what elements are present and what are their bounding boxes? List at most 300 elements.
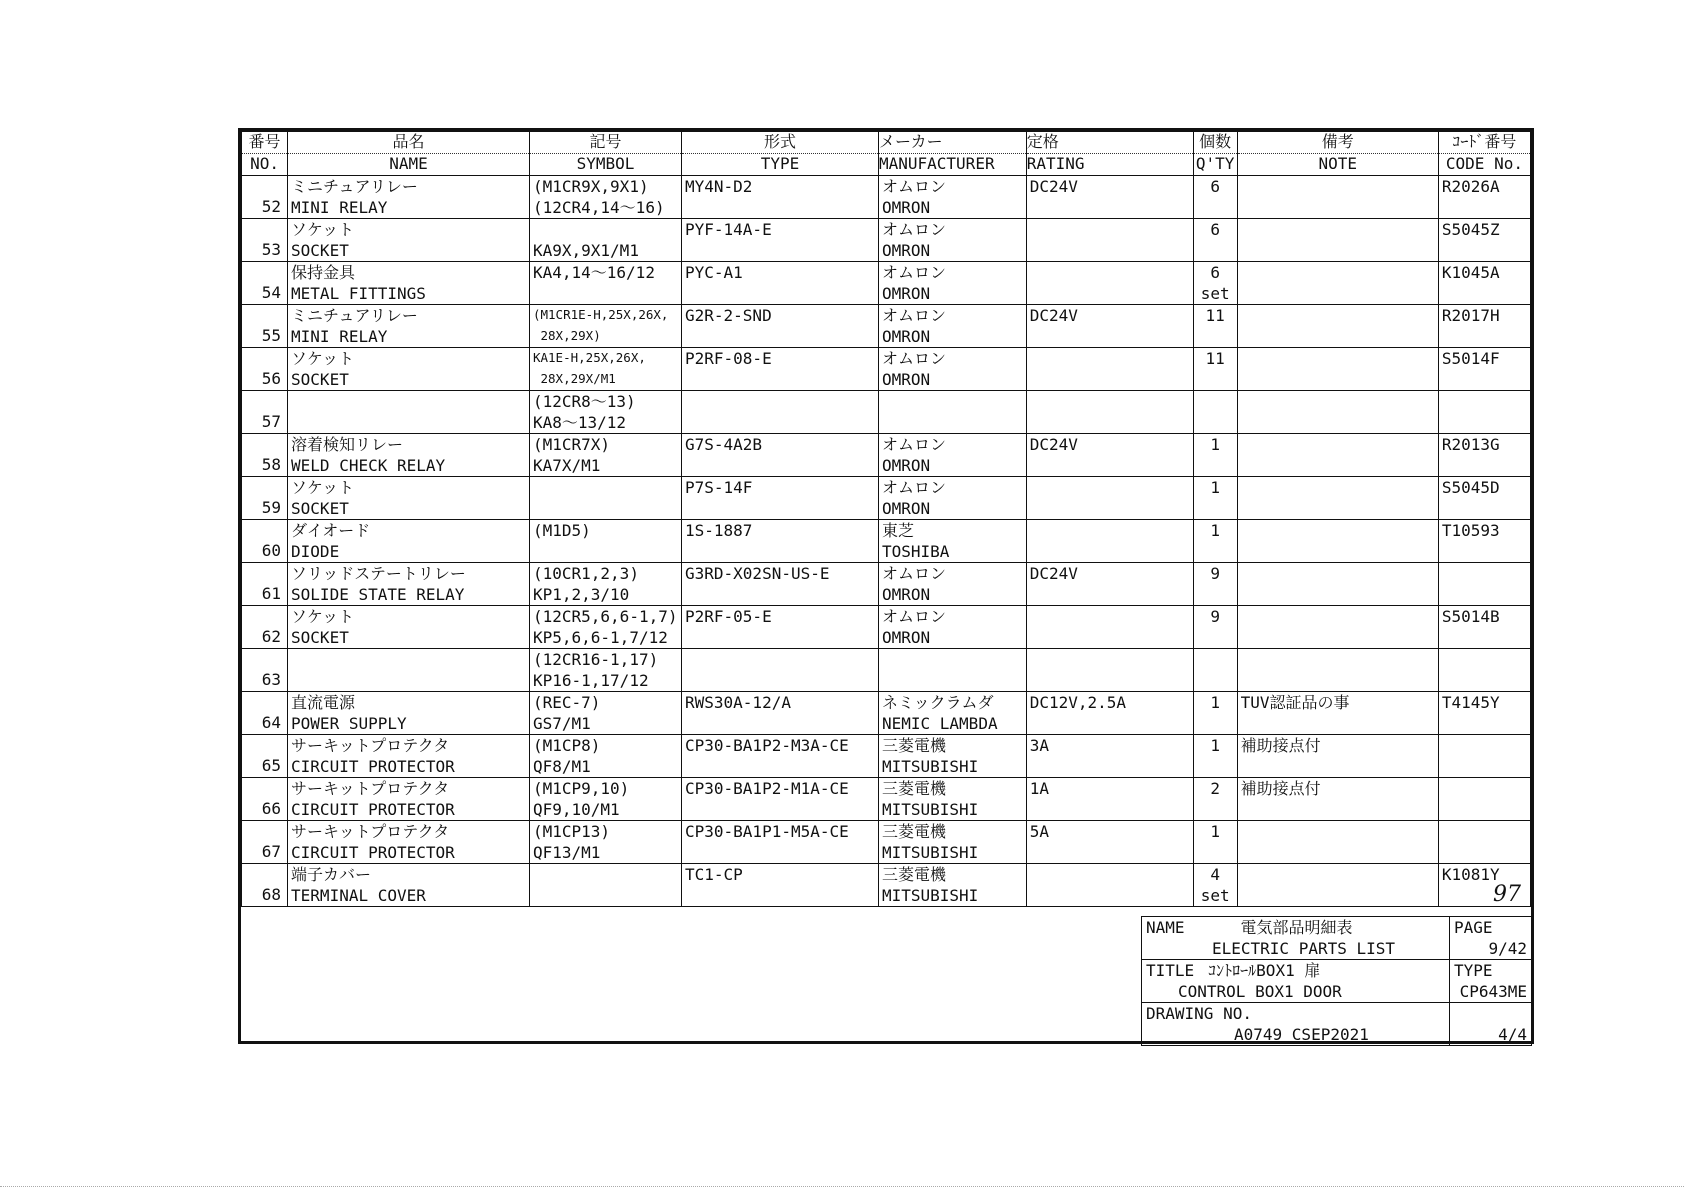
- item-manufacturer-cell: [878, 692, 1026, 735]
- item-note: TUV認証品の事: [1237, 692, 1438, 735]
- item-symbol-cell: [529, 735, 681, 778]
- item-number: 55: [242, 305, 288, 348]
- header-no-jp: 番号: [242, 132, 288, 154]
- item-manufacturer-cell: [878, 262, 1026, 305]
- item-manufacturer-cell: [878, 735, 1026, 778]
- item-symbol-cell: [529, 305, 681, 348]
- item-symbol-line2: [533, 498, 678, 519]
- header-qty-jp: 個数: [1193, 132, 1237, 154]
- item-qty: 6: [1210, 263, 1220, 282]
- header-rating-en: RATING: [1026, 154, 1193, 176]
- item-manufacturer-cell: [878, 649, 1026, 692]
- header-row-en: [242, 154, 1531, 176]
- item-qty-cell: [1193, 778, 1237, 821]
- item-note: [1237, 649, 1438, 692]
- item-note: [1237, 563, 1438, 606]
- item-qty-unit: [1197, 455, 1234, 476]
- item-symbol-line2: 28X,29X): [532, 328, 601, 343]
- item-manufacturer-cell: [878, 778, 1026, 821]
- item-manufacturer-jp: 三菱電機: [881, 865, 946, 884]
- item-rating: [1026, 391, 1193, 434]
- item-manufacturer-jp: ネミックラムダ: [881, 693, 994, 712]
- item-code: S5014B: [1441, 607, 1500, 626]
- item-qty-cell: [1193, 692, 1237, 735]
- item-number: 68: [242, 864, 288, 907]
- item-note: [1237, 305, 1438, 348]
- item-symbol-line2: (12CR4,14～16): [532, 198, 665, 217]
- item-symbol-line1: [533, 864, 678, 885]
- item-manufacturer-en: OMRON: [881, 327, 931, 346]
- item-name-en: DIODE: [291, 542, 340, 561]
- item-symbol-cell: [529, 219, 681, 262]
- table-row: [242, 262, 1531, 305]
- item-type: CP30-BA1P2-M1A-CE: [682, 778, 879, 821]
- table-row: [242, 778, 1531, 821]
- item-type: CP30-BA1P1-M5A-CE: [682, 821, 879, 864]
- item-manufacturer-jp: 三菱電機: [881, 822, 946, 841]
- item-type: G7S-4A2B: [682, 434, 879, 477]
- item-qty-cell: [1193, 735, 1237, 778]
- item-code-cell: [1438, 649, 1530, 692]
- item-manufacturer-jp: オムロン: [881, 263, 946, 282]
- table-row: [242, 176, 1531, 219]
- item-qty: 1: [1210, 736, 1220, 755]
- item-name-jp: ソケット: [291, 349, 355, 368]
- title-block-title: [1142, 960, 1450, 1003]
- item-name-jp: ソリッドステートリレー: [291, 564, 466, 583]
- item-name-en: MINI RELAY: [291, 327, 388, 346]
- item-manufacturer-en: MITSUBISHI: [881, 757, 979, 776]
- item-qty: 4: [1210, 865, 1220, 884]
- item-name-en: SOCKET: [291, 499, 349, 518]
- item-symbol-cell: [529, 563, 681, 606]
- item-qty-cell: [1193, 864, 1237, 907]
- item-qty-cell: [1193, 606, 1237, 649]
- item-manufacturer-en: OMRON: [881, 585, 931, 604]
- item-manufacturer-jp: オムロン: [881, 607, 946, 626]
- item-symbol-cell: [529, 864, 681, 907]
- item-note: [1237, 606, 1438, 649]
- item-name-cell: [288, 821, 530, 864]
- item-number: 56: [242, 348, 288, 391]
- item-manufacturer-en: NEMIC LAMBDA: [881, 714, 998, 733]
- item-note: [1237, 520, 1438, 563]
- item-manufacturer-jp: [882, 649, 1023, 670]
- item-type: RWS30A-12/A: [682, 692, 879, 735]
- item-name-jp: ソケット: [291, 478, 355, 497]
- item-manufacturer-en: OMRON: [881, 456, 931, 475]
- item-code: S5045Z: [1441, 220, 1500, 239]
- item-name-cell: [288, 176, 530, 219]
- parts-table: [241, 131, 1531, 907]
- item-name-cell: [288, 649, 530, 692]
- drawing-label: DRAWING NO.: [1146, 1004, 1252, 1023]
- item-name-cell: [288, 262, 530, 305]
- item-symbol-line1: (M1CR9X,9X1): [532, 177, 649, 196]
- item-code-cell: [1438, 176, 1530, 219]
- name-label: NAME: [1146, 918, 1185, 937]
- item-code-cell: [1438, 305, 1530, 348]
- item-rating: [1026, 520, 1193, 563]
- item-name-en: SOCKET: [291, 628, 349, 647]
- item-code: [1442, 778, 1527, 799]
- item-name-cell: [288, 735, 530, 778]
- header-manufacturer-en: MANUFACTURER: [878, 154, 1026, 176]
- item-code-cell: [1438, 348, 1530, 391]
- title-label: TITLE: [1146, 961, 1195, 980]
- table-row: [242, 219, 1531, 262]
- item-qty: 9: [1210, 607, 1220, 626]
- header-type-jp: 形式: [682, 132, 879, 154]
- item-name-en: CIRCUIT PROTECTOR: [291, 843, 455, 862]
- table-row: [242, 520, 1531, 563]
- item-name-en: METAL FITTINGS: [291, 284, 426, 303]
- item-code: S5045D: [1441, 478, 1500, 497]
- sheet-value: 4/4: [1498, 1025, 1527, 1044]
- item-name-cell: [288, 348, 530, 391]
- header-name-en: NAME: [288, 154, 530, 176]
- item-code-cell: [1438, 477, 1530, 520]
- item-qty-unit: [1197, 584, 1234, 605]
- item-code-cell: [1438, 606, 1530, 649]
- item-qty: 9: [1210, 564, 1220, 583]
- item-type: [682, 391, 879, 434]
- item-code-cell: [1438, 692, 1530, 735]
- item-code-cell: [1438, 735, 1530, 778]
- item-code: [1442, 649, 1527, 670]
- item-manufacturer-en: MITSUBISHI: [881, 886, 979, 905]
- item-symbol-line1: (12CR16-1,17): [532, 650, 659, 669]
- item-rating: DC24V: [1026, 563, 1193, 606]
- item-symbol-line1: (M1CP8): [532, 736, 601, 755]
- item-number: 65: [242, 735, 288, 778]
- item-qty-cell: [1193, 563, 1237, 606]
- header-symbol-en: SYMBOL: [529, 154, 681, 176]
- item-manufacturer-jp: 三菱電機: [881, 736, 946, 755]
- item-qty-cell: [1193, 219, 1237, 262]
- item-name-cell: [288, 606, 530, 649]
- item-code: T4145Y: [1441, 693, 1500, 712]
- item-symbol-line1: (12CR8～13): [532, 392, 636, 411]
- item-symbol-line2: KP16-1,17/12: [532, 671, 649, 690]
- item-symbol-cell: [529, 692, 681, 735]
- item-symbol-cell: [529, 348, 681, 391]
- item-qty-cell: [1193, 649, 1237, 692]
- header-qty-en: Q'TY: [1193, 154, 1237, 176]
- table-row: [242, 305, 1531, 348]
- item-name-en: [291, 670, 526, 691]
- item-rating: DC12V,2.5A: [1026, 692, 1193, 735]
- header-code-jp: ｺｰﾄﾞ番号: [1438, 132, 1530, 154]
- item-symbol-cell: [529, 176, 681, 219]
- item-code: [1442, 391, 1527, 412]
- item-rating: DC24V: [1026, 434, 1193, 477]
- item-type: P7S-14F: [682, 477, 879, 520]
- header-row-jp: [242, 132, 1531, 154]
- item-type: 1S-1887: [682, 520, 879, 563]
- item-manufacturer-jp: オムロン: [881, 220, 946, 239]
- item-qty-unit: [1197, 326, 1234, 347]
- title-block-name: [1142, 917, 1450, 960]
- item-note: [1237, 176, 1438, 219]
- item-rating: 1A: [1026, 778, 1193, 821]
- handwritten-mark: 97: [1493, 882, 1521, 907]
- table-row: [242, 563, 1531, 606]
- item-symbol-line2: [533, 885, 678, 906]
- page-label: PAGE: [1454, 918, 1493, 937]
- scan-edge-line: [0, 1186, 1684, 1188]
- item-rating: DC24V: [1026, 176, 1193, 219]
- item-name-en: POWER SUPPLY: [291, 714, 407, 733]
- item-manufacturer-cell: [878, 821, 1026, 864]
- item-rating: [1026, 864, 1193, 907]
- table-row: [242, 477, 1531, 520]
- item-name-cell: [288, 778, 530, 821]
- title-block-drawing: [1142, 1003, 1450, 1046]
- item-name-cell: [288, 391, 530, 434]
- title-jp: ｺﾝﾄﾛｰﾙBOX1 扉: [1208, 961, 1321, 980]
- item-qty-unit: [1197, 369, 1234, 390]
- title-block-page: [1450, 917, 1532, 960]
- item-symbol-line1: (M1CR1E-H,25X,26X,: [532, 307, 669, 322]
- table-row: [242, 391, 1531, 434]
- item-manufacturer-jp: 三菱電機: [881, 779, 946, 798]
- item-qty: 1: [1210, 693, 1220, 712]
- item-code: R2026A: [1441, 177, 1500, 196]
- item-qty-unit: [1197, 670, 1234, 691]
- item-number: 59: [242, 477, 288, 520]
- item-manufacturer-cell: [878, 348, 1026, 391]
- item-name-cell: [288, 864, 530, 907]
- header-code-en: CODE No.: [1438, 154, 1530, 176]
- item-symbol-line2: QF9,10/M1: [532, 800, 620, 819]
- item-qty: 1: [1210, 521, 1220, 540]
- item-symbol-line2: QF8/M1: [532, 757, 591, 776]
- item-manufacturer-cell: [878, 477, 1026, 520]
- item-code: T10593: [1441, 521, 1500, 540]
- item-number: 60: [242, 520, 288, 563]
- item-symbol-line1: (10CR1,2,3): [532, 564, 639, 583]
- item-manufacturer-en: MITSUBISHI: [881, 843, 979, 862]
- item-symbol-line2: QF13/M1: [532, 843, 601, 862]
- item-symbol-line2: KA8～13/12: [532, 413, 627, 432]
- item-name-en: WELD CHECK RELAY: [291, 456, 446, 475]
- item-manufacturer-cell: [878, 864, 1026, 907]
- item-name-cell: [288, 434, 530, 477]
- item-qty-cell: [1193, 305, 1237, 348]
- table-row: [242, 821, 1531, 864]
- item-qty-unit: [1197, 498, 1234, 519]
- item-number: 52: [242, 176, 288, 219]
- table-row: [242, 348, 1531, 391]
- item-qty-unit: [1197, 756, 1234, 777]
- item-qty-unit: [1197, 627, 1234, 648]
- header-note-en: NOTE: [1237, 154, 1438, 176]
- item-symbol-cell: [529, 520, 681, 563]
- item-symbol-line1: KA4,14～16/12: [532, 263, 655, 282]
- item-qty-cell: [1193, 348, 1237, 391]
- item-qty-cell: [1193, 821, 1237, 864]
- item-qty-cell: [1193, 391, 1237, 434]
- item-manufacturer-en: OMRON: [881, 628, 931, 647]
- item-note: [1237, 391, 1438, 434]
- item-code-cell: [1438, 778, 1530, 821]
- item-qty-unit: set: [1200, 284, 1230, 303]
- item-symbol-line1: (M1D5): [532, 521, 591, 540]
- item-manufacturer-en: MITSUBISHI: [881, 800, 979, 819]
- item-name-cell: [288, 692, 530, 735]
- item-qty-unit: [1197, 842, 1234, 863]
- item-symbol-line2: GS7/M1: [532, 714, 591, 733]
- item-symbol-line1: [533, 477, 678, 498]
- header-manufacturer-jp: メーカー: [878, 132, 1026, 154]
- item-symbol-line1: (M1CP13): [532, 822, 611, 841]
- item-qty: 1: [1210, 822, 1220, 841]
- item-name-cell: [288, 477, 530, 520]
- name-jp: 電気部品明細表: [1240, 918, 1353, 937]
- title-block-type: [1450, 960, 1532, 1003]
- item-qty-unit: [1197, 713, 1234, 734]
- item-type: MY4N-D2: [682, 176, 879, 219]
- item-number: 58: [242, 434, 288, 477]
- item-name-en: [291, 412, 526, 433]
- item-symbol-cell: [529, 778, 681, 821]
- item-symbol-line2: [533, 283, 678, 304]
- table-row: [242, 692, 1531, 735]
- item-qty: 2: [1210, 779, 1220, 798]
- item-code: S5014F: [1441, 349, 1500, 368]
- item-name-en: TERMINAL COVER: [291, 886, 426, 905]
- item-rating: [1026, 219, 1193, 262]
- item-number: 66: [242, 778, 288, 821]
- drawing-frame: [238, 128, 1534, 1044]
- item-rating: [1026, 649, 1193, 692]
- item-qty: 6: [1210, 220, 1220, 239]
- item-manufacturer-en: [882, 670, 1023, 691]
- item-manufacturer-jp: 東芝: [881, 521, 914, 540]
- item-symbol-cell: [529, 262, 681, 305]
- item-symbol-line2: KA9X,9X1/M1: [532, 241, 639, 260]
- header-type-en: TYPE: [682, 154, 879, 176]
- table-row: [242, 649, 1531, 692]
- item-note: [1237, 219, 1438, 262]
- item-name-jp: ミニチュアリレー: [291, 177, 418, 196]
- item-qty-cell: [1193, 176, 1237, 219]
- title-block: [1141, 916, 1532, 1046]
- item-number: 63: [242, 649, 288, 692]
- item-type: P2RF-05-E: [682, 606, 879, 649]
- item-code-cell: [1438, 391, 1530, 434]
- table-row: [242, 606, 1531, 649]
- item-rating: [1026, 477, 1193, 520]
- item-symbol-cell: [529, 606, 681, 649]
- item-manufacturer-cell: [878, 391, 1026, 434]
- item-qty: 11: [1205, 349, 1225, 368]
- item-symbol-line2: KA7X/M1: [532, 456, 601, 475]
- item-qty-unit: [1197, 197, 1234, 218]
- item-manufacturer-jp: オムロン: [881, 564, 946, 583]
- item-number: 54: [242, 262, 288, 305]
- item-rating: 5A: [1026, 821, 1193, 864]
- item-number: 53: [242, 219, 288, 262]
- item-manufacturer-cell: [878, 219, 1026, 262]
- item-name-jp: [291, 391, 526, 412]
- name-en: ELECTRIC PARTS LIST: [1212, 939, 1396, 958]
- item-name-cell: [288, 219, 530, 262]
- item-manufacturer-jp: オムロン: [881, 349, 946, 368]
- item-code-cell: [1438, 864, 1530, 907]
- item-manufacturer-en: TOSHIBA: [881, 542, 950, 561]
- item-name-en: CIRCUIT PROTECTOR: [291, 800, 455, 819]
- item-note: [1237, 348, 1438, 391]
- parts-body: [242, 176, 1531, 907]
- item-manufacturer-cell: [878, 520, 1026, 563]
- item-name-jp: ソケット: [291, 607, 355, 626]
- item-number: 61: [242, 563, 288, 606]
- item-manufacturer-en: OMRON: [881, 284, 931, 303]
- title-en: CONTROL BOX1 DOOR: [1178, 982, 1342, 1001]
- table-row: [242, 864, 1531, 907]
- item-name-jp: サーキットプロテクタ: [291, 736, 450, 755]
- item-manufacturer-cell: [878, 305, 1026, 348]
- item-manufacturer-cell: [878, 176, 1026, 219]
- item-name-cell: [288, 563, 530, 606]
- header-name-jp: 品名: [288, 132, 530, 154]
- item-manufacturer-en: OMRON: [881, 198, 931, 217]
- item-name-en: CIRCUIT PROTECTOR: [291, 757, 455, 776]
- item-code: K1045A: [1441, 263, 1500, 282]
- item-name-jp: 保持金具: [291, 263, 356, 282]
- item-symbol-line1: (REC-7): [532, 693, 601, 712]
- item-name-cell: [288, 520, 530, 563]
- item-symbol-line1: (12CR5,6,6-1,7): [532, 607, 678, 626]
- header-no-en: NO.: [242, 154, 288, 176]
- item-manufacturer-jp: オムロン: [881, 177, 946, 196]
- item-name-jp: サーキットプロテクタ: [291, 779, 450, 798]
- item-name-jp: ミニチュアリレー: [291, 306, 418, 325]
- header-symbol-jp: 記号: [529, 132, 681, 154]
- item-symbol-line2: KP1,2,3/10: [532, 585, 630, 604]
- item-code-cell: [1438, 563, 1530, 606]
- item-rating: [1026, 262, 1193, 305]
- item-name-en: SOCKET: [291, 370, 349, 389]
- item-name-jp: 端子カバー: [291, 865, 372, 884]
- item-name-en: SOCKET: [291, 241, 349, 260]
- item-qty-unit: set: [1200, 886, 1230, 905]
- table-row: [242, 735, 1531, 778]
- item-manufacturer-en: OMRON: [881, 499, 931, 518]
- item-code-cell: [1438, 434, 1530, 477]
- table-row: [242, 434, 1531, 477]
- item-number: 64: [242, 692, 288, 735]
- header-rating-jp: 定格: [1026, 132, 1193, 154]
- item-name-jp: サーキットプロテクタ: [291, 822, 450, 841]
- item-qty-cell: [1193, 477, 1237, 520]
- item-number: 57: [242, 391, 288, 434]
- item-type: [682, 649, 879, 692]
- item-type: TC1-CP: [682, 864, 879, 907]
- item-code-cell: [1438, 262, 1530, 305]
- item-type: G3RD-X02SN-US-E: [682, 563, 879, 606]
- item-qty-cell: [1193, 434, 1237, 477]
- item-type: G2R-2-SND: [682, 305, 879, 348]
- item-name-jp: ダイオード: [291, 521, 371, 540]
- drawing-value: A0749 CSEP2021: [1234, 1025, 1369, 1044]
- item-code: K1081Y: [1441, 865, 1500, 884]
- item-qty: [1197, 391, 1234, 412]
- item-note: [1237, 477, 1438, 520]
- item-qty: 1: [1210, 478, 1220, 497]
